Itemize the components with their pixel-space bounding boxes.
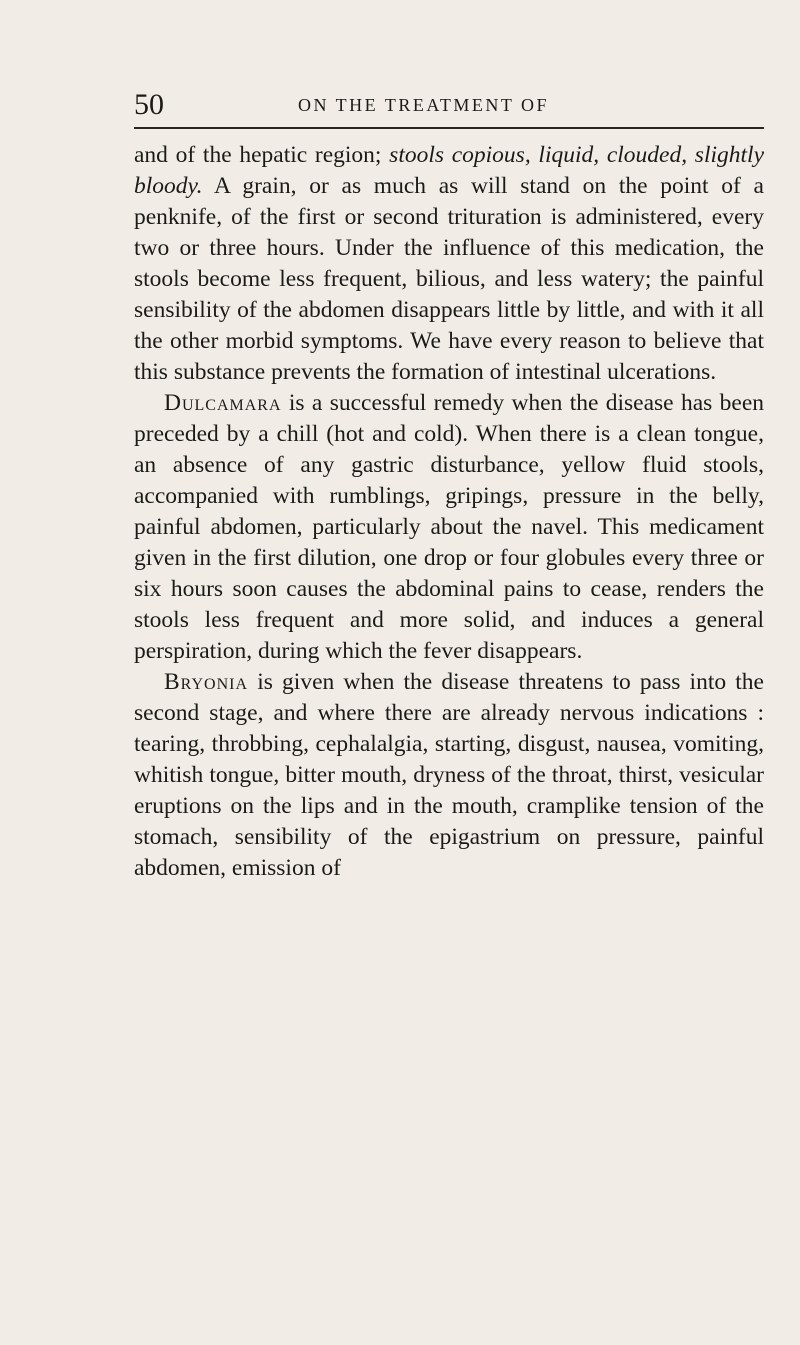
header-rule <box>134 127 764 129</box>
page-number: 50 <box>134 88 164 121</box>
paragraph-3-text: is given when the disease threatens to pass into the second stage, and where there are already nervous indications : tearing, throbbing, cephalalgia, starting, disgust, nausea, vomiting, whitish tongue, bitter mouth, dryness of the throat, thirst, vesicular eruptions on the lips and in the mouth, cramplike tension of the stomach, sensibility of the epigastrium on pressure, painful abdomen, emission of <box>134 669 764 881</box>
paragraph-2-text: is a successful remedy when the disease has been preceded by a chill (hot and cold). When there is a clean tongue, an absence of any gastric disturbance, yellow fluid stools, accompanied with rumblings, gripings, pressure in the belly, painful abdomen, particularly about the navel. This medicament given in the first dilution, one drop or four globules every three or six hours soon causes the abdominal pains to cease, renders the stools less frequent and more solid, and induces a general perspiration, during which the fever disappears. <box>134 390 764 664</box>
paragraph-1 <box>134 140 764 388</box>
paragraph-1-lead: and of the hepatic region; <box>134 142 390 168</box>
running-head: ON THE TREATMENT OF <box>298 95 550 115</box>
paragraph-1-italic: stools copious, liquid, clouded, slightly bloody. <box>134 142 764 199</box>
paragraph-1-text: A grain, or as much as will stand on the point of a penknife, of the first or second trituration is administered, every two or three hours. Under the influence of this medication, the stools become less frequent, bilious, and less watery; the painful sensibility of the abdomen disappears little by little, and with it all the other morbid symptoms. We have every reason to believe that this substance prevents the formation of intestinal ulcerations. <box>134 173 764 385</box>
paragraph-3 <box>134 667 764 884</box>
remedy-bryonia: Bryonia <box>164 669 249 695</box>
remedy-dulcamara: Dulcamara <box>164 390 282 416</box>
page-header <box>134 88 764 128</box>
body-text <box>134 140 764 884</box>
paragraph-2 <box>134 388 764 667</box>
